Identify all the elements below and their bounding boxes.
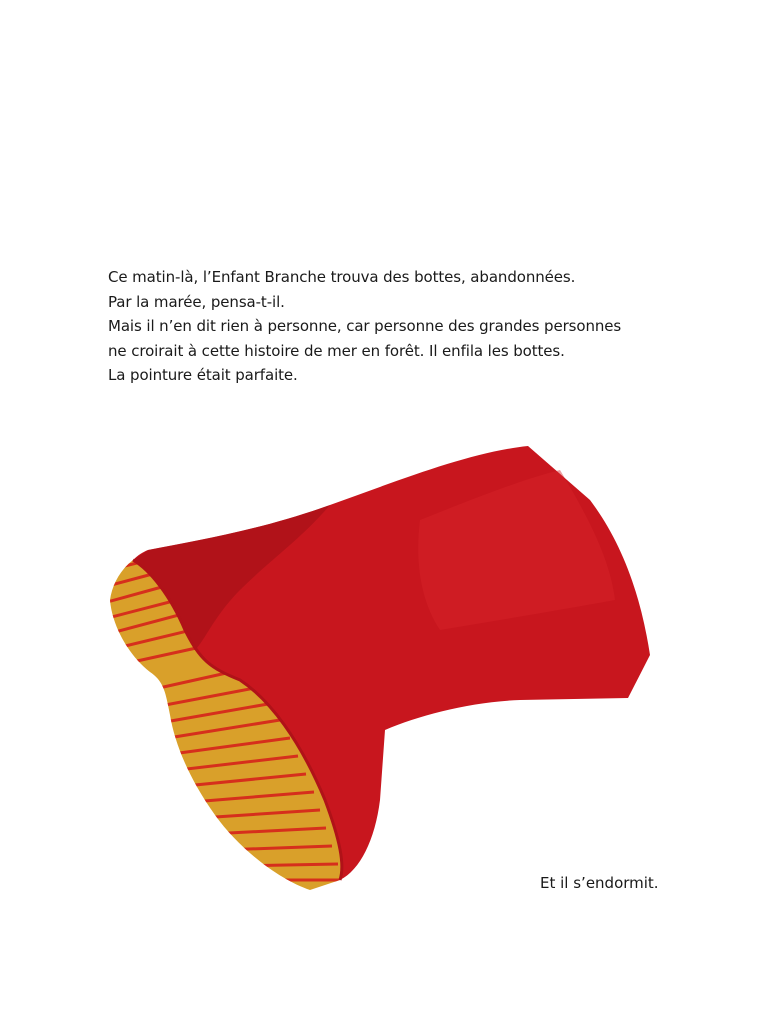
story-text <box>108 265 708 388</box>
boot-illustration <box>100 440 660 900</box>
story-line: Ce matin-là, l’Enfant Branche trouva des bottes, abandonnées. <box>108 268 576 286</box>
story-line: Par la marée, pensa-t-il. <box>108 292 285 311</box>
story-line: La pointure était parfaite. <box>108 366 298 384</box>
story-line: ne croirait à cette histoire de mer en forêt. Il enfila les bottes. <box>108 341 565 360</box>
closing-line: Et il s’endormit. <box>540 874 659 892</box>
story-line: Mais il n’en dit rien à personne, car personne des grandes personnes <box>108 317 622 335</box>
